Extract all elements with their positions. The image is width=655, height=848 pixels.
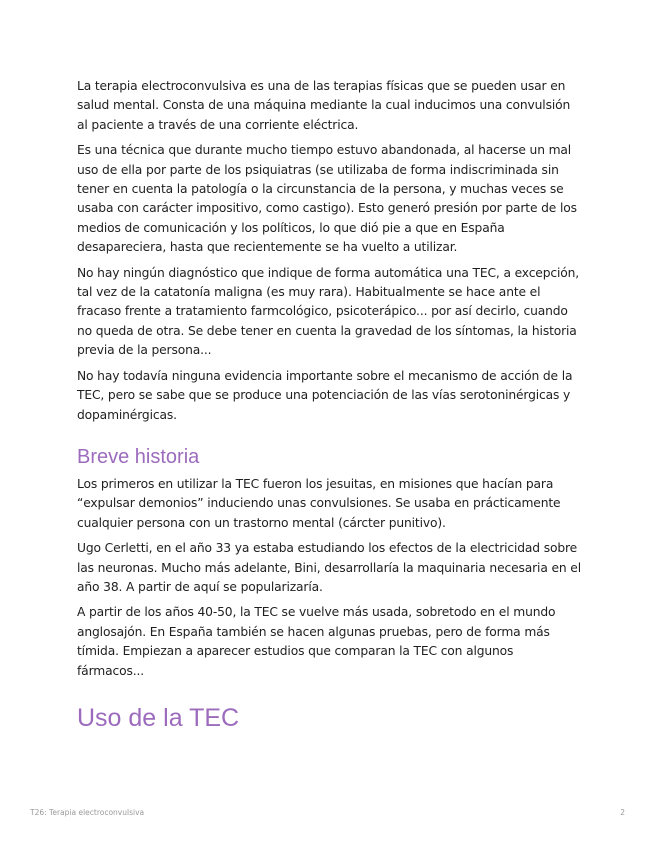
- section-heading-historia: Breve historia: [77, 445, 200, 468]
- historia-paragraph-2: Ugo Cerletti, en el año 33 ya estaba estudiando los efectos de la electricidad sobre las neuronas. Mucho más adelante, Bini, desarrollaría la maquinaria necesaria en el año 38. A partir de aquí se popularizaría.: [77, 541, 581, 594]
- historia-paragraph-1: Los primeros en utilizar la TEC fueron los jesuitas, en misiones que hacían para “expulsar demonios” induciendo unas convulsiones. Se usaba en prácticamente cualquier persona con un trastorno mental (cárcter punitivo).: [77, 476, 561, 530]
- historia-paragraph-3: A partir de los años 40-50, la TEC se vuelve más usada, sobretodo en el mundo anglosajón. En España también se hacen algunas pruebas, pero de forma más tímida. Empiezan a aparecer estudios que comparan la TEC con algunos fármacos...: [77, 605, 556, 678]
- intro-paragraph-1: La terapia electroconvulsiva es una de las terapias físicas que se pueden usar en salud mental. Consta de una máquina mediante la cual inducimos una convulsión al paciente a través de una corriente eléctrica.: [77, 79, 571, 132]
- footer-document-title: T26: Terapia electroconvulsiva: [30, 808, 145, 817]
- section-heading-uso: Uso de la TEC: [77, 703, 240, 732]
- document-body: [77, 77, 583, 733]
- intro-paragraph-2: Es una técnica que durante mucho tiempo estuvo abandonada, al hacerse un mal uso de ella por parte de los psiquiatras (se utilizaba de forma indiscriminada sin tener en cuenta la patología o la circunstancia de la persona, y muchas veces se usaba con carácter impositivo, como castigo). Esto generó presión por parte de los medios de comunicación y los políticos, lo que dió pie a que en España desapareciera, hasta que recientemente se ha vuelto a utilizar.: [77, 143, 577, 255]
- intro-paragraph-3: No hay ningún diagnóstico que indique de forma automática una TEC, a excepción, tal vez de la catatonía maligna (es muy rara). Habitualmente se hace ante el fracaso frente a tratamiento farmcológico, psicoterápico... por así decirlo, cuando no queda de otra. Se debe tener en cuenta la gravedad de los síntomas, la historia previa de la persona...: [77, 265, 580, 358]
- footer-page-number: 2: [620, 808, 625, 817]
- intro-paragraph-4: No hay todavía ninguna evidencia importante sobre el mecanismo de acción de la TEC, pero se sabe que se produce una potenciación de las vías serotoninérgicas y dopaminérgicas.: [77, 368, 573, 422]
